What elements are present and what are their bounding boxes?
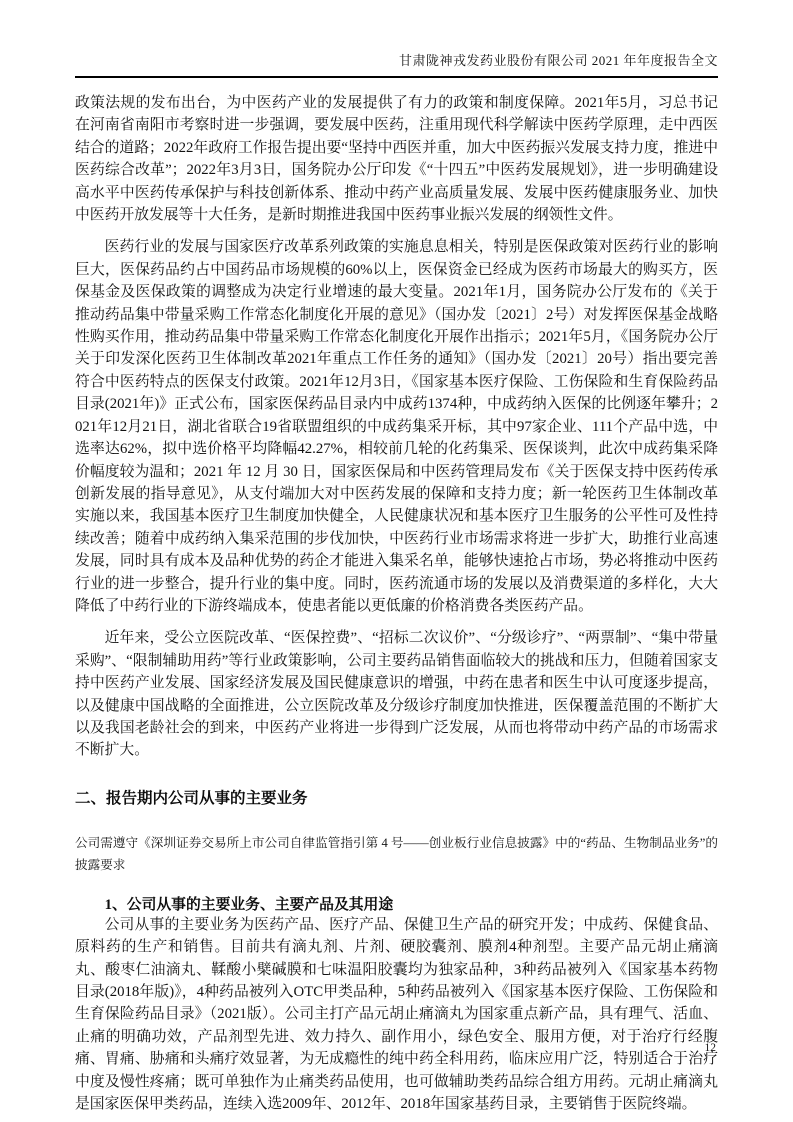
paragraph-company-business: 公司从事的主要业务为医药产品、医疗产品、保健卫生产品的研究开发；中成药、保健食品、原料药的生产和销售。目前共有滴丸剂、片剂、硬胶囊剂、膜剂4种剂型。主要产品元胡止痛滴丸、酸枣仁油滴丸、鞣酸小檗碱膜和七味温阳胶囊均为独家品种，3种药品被列入《国家基本药物目录(2018年版)》，4种药品被列入OTC甲类品种，5种药品被列入《国家基本医疗保险、工伤保险和生育保险药品目录》（2021版）。公司主打产品元胡止痛滴丸为国家重点新产品，具有理气、活血、止痛的明确功效，产品剂型先进、效力持久、副作用小，绿色安全、服用方便，对于治疗行经腹痛、胃痛、胁痛和头痛疗效显著，为无成瘾性的纯中药全科用药，临床应用广泛，特别适合于治疗中度及慢性疼痛；既可单独作为止痛类药品使用，也可做辅助类药品综合组方用药。元胡止痛滴丸是国家医保甲类药品，连续入选2009年、2012年、2018年国家基药目录，主要销售于医院终端。 [75,916,718,1113]
section-heading-main-business: 二、报告期内公司从事的主要业务 [75,789,308,807]
sub-heading-main-business-products: 1、公司从事的主要业务、主要产品及其用途 [104,896,394,913]
paragraph-industry-reform: 医药行业的发展与国家医疗改革系列政策的实施息息相关，特别是医保政策对医药行业的影响巨大，医保药品约占中国药品市场规模的60%以上，医保资金已经成为医药市场最大的购买方，医保基金及医保政策的调整成为决定行业增速的最大变量。2021年1月，国务院办公厅发布的《关于推动药品集中带量采购工作常态化制度化开展的意见》（国办发〔2021〕2号）对发挥医保基金战略性购买作用，推动药品集中带量采购工作常态化制度化开展作出指示；2021年5月，《国务院办公厅关于印发深化医药卫生体制改革2021年重点工作任务的通知》（国办发〔2021〕20号）指出要完善符合中医药特点的医保支付政策。2021年12月3日，《国家基本医疗保险、工伤保险和生育保险药品目录(2021年)》正式公布，国家医保药品目录内中成药1374种，中成药纳入医保的比例逐年攀升；2021年12月21日，湖北省联合19省联盟组织的中成药集采开标，其中97家企业、111个产品中选，中选率达62%，拟中选价格平均降幅42.27%，相较前几轮的化药集采、医保谈判，此次中成药集采降价幅度较为温和；2021 年 12 月 30 日，国家医保局和中医药管理局发布《关于医保支持中医药传承创新发展的指导意见》，从支付端加大对中医药发展的保障和支持力度；新一轮医药卫生体制改革实施以来，我国基本医疗卫生制度加快健全，人民健康状况和基本医疗卫生服务的公平性可及性持续改善；随着中成药纳入集采范围的步伐加快，中医药行业市场需求将进一步扩大，助推行业高速发展，同时具有成本及品种优势的药企才能进入集采名单，能够快速抢占市场，势必将推动中医药行业的进一步整合，提升行业的集中度。同时，医药流通市场的发展以及消费渠道的多样化，大大降低了中药行业的下游终端成本，使患者能以更低廉的价格消费各类医药产品。 [75,239,718,614]
paragraph-recent-years: 近年来，受公立医院改革、“医保控费”、“招标二次议价”、“分级诊疗”、“两票制”、“集中带量采购”、“限制辅助用药”等行业政策影响，公司主要药品销售面临较大的挑战和压力，但随着国家支持中医药产业发展、国家经济发展及国民健康意识的增强，中药在患者和医生中认可度逐步提高，以及健康中国战略的全面推进，公立医院改革及分级诊疗制度加快推进，医保覆盖范围的不断扩大以及我国老龄社会的到来，中医药产业将进一步得到广泛发展，从而也将带动中药产品的市场需求不断扩大。 [75,630,718,759]
paragraph-policy-regulations: 政策法规的发布出台，为中医药产业的发展提供了有力的政策和制度保障。2021年5月，习总书记在河南省南阳市考察时进一步强调，要发展中医药，注重用现代科学解读中医药学原理，走中西医结合的道路；2022年政府工作报告提出要“坚持中西医并重，加大中医药振兴发展支持力度，推进中医药综合改革”；2022年3月3日，国务院办公厅印发《“十四五”中医药发展规划》，进一步明确建设高水平中医药传承保护与科技创新体系、推动中药产业高质量发展、发展中医药健康服务业、加快中医药开放发展等十大任务，是新时期推进我国中医药事业振兴发展的纲领性文件。 [75,95,718,224]
disclosure-requirement-note: 公司需遵守《深圳证券交易所上市公司自律监管指引第 4 号——创业板行业信息披露》中的“药品、生物制品业务”的披露要求 [75,835,718,872]
document-body [75,92,718,1115]
report-header-title: 甘肃陇神戎发药业股份有限公司 2021 年年度报告全文 [75,50,718,78]
page-number: 12 [704,1042,716,1054]
